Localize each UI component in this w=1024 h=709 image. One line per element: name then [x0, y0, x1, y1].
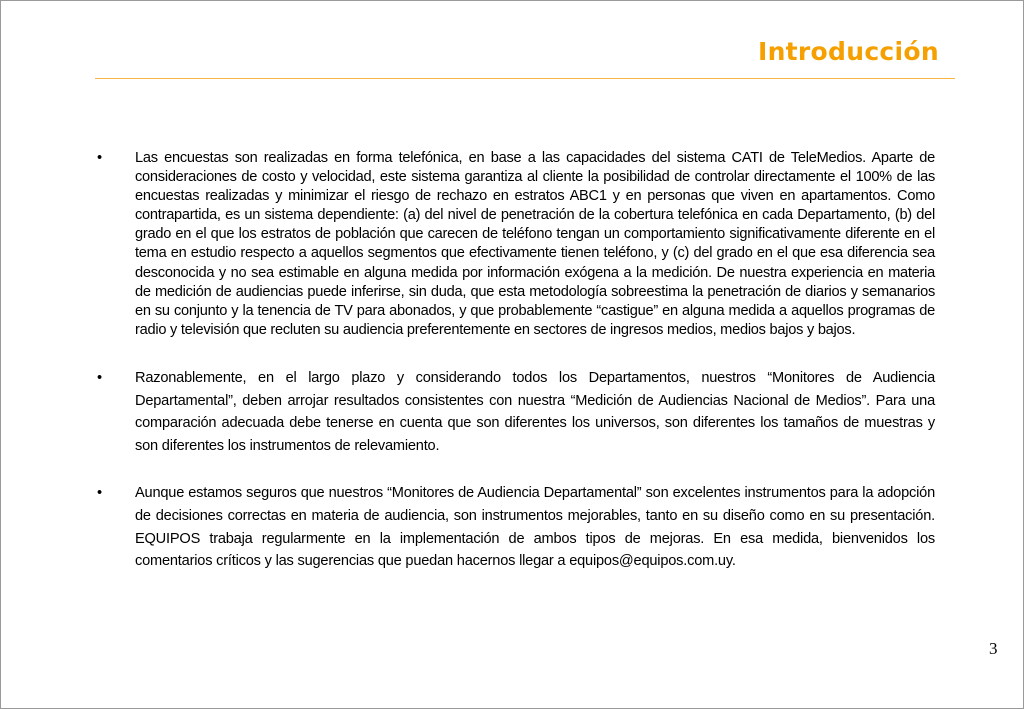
bullet-marker: •: [97, 150, 102, 166]
bullet-list: [95, 149, 935, 573]
title-divider: [95, 78, 955, 79]
slide-title: Introducción: [757, 37, 939, 66]
bullet-item-3: [95, 482, 935, 572]
page-number: 3: [989, 639, 998, 658]
bullet-item-2: [95, 367, 935, 457]
bullet-text: Las encuestas son realizadas en forma telefónica, en base a las capacidades del sistema CATI de TeleMedios. Aparte de consideraciones de costo y velocidad, este sistema garantiza al cliente la posibilidad de controlar directamente el 100% de las encuestas realizadas y minimizar el riesgo de rechazo en estratos ABC1 y en personas que viven en apartamentos. Como contrapartida, es un sistema dependiente: (a) del nivel de penetración de la cobertura telefónica en cada Departamento, (b) del grado en el que los estratos de población que carecen de teléfono tengan un comportamiento significativamente diferente en el tema en estudio respecto a aquellos segmentos que efectivamente tienen teléfono, y (c) del grado en el que esa diferencia sea desconocida y no sea estimable en alguna medida por información exógena a la medición. De nuestra experiencia en materia de medición de audiencias puede inferirse, sin duda, que esta metodología sobreestima la penetración de diarios y semanarios en su conjunto y la tenencia de TV para abonados, y que probablemente “castigue” en alguna medida a aquellos programas de radio y televisión que recluten su audiencia preferentemente en sectores de ingresos medios, medios bajos y bajos.: [135, 150, 935, 338]
bullet-marker: •: [97, 485, 102, 502]
bullet-marker: •: [97, 369, 102, 386]
bullet-text: Aunque estamos seguros que nuestros “Monitores de Audiencia Departamental” son excelentes instrumentos para la adopción de decisiones correctas en materia de audiencia, son instrumentos mejorables, tanto en su diseño como en su presentación. EQUIPOS trabaja regularmente en la implementación de ambos tipos de mejoras. En esa medida, bienvenidos los comentarios críticos y las sugerencias que puedan hacernos llegar a equipos@equipos.com.uy.: [135, 485, 935, 570]
bullet-text: Razonablemente, en el largo plazo y considerando todos los Departamentos, nuestros “Monitores de Audiencia Departamental”, deben arrojar resultados consistentes con nuestra “Medición de Audiencias Nacional de Medios”. Para una comparación adecuada debe tenerse en cuenta que son diferentes los universos, son diferentes los tamaños de muestras y son diferentes los instrumentos de relevamiento.: [135, 369, 935, 454]
bullet-item-1: [95, 149, 935, 340]
